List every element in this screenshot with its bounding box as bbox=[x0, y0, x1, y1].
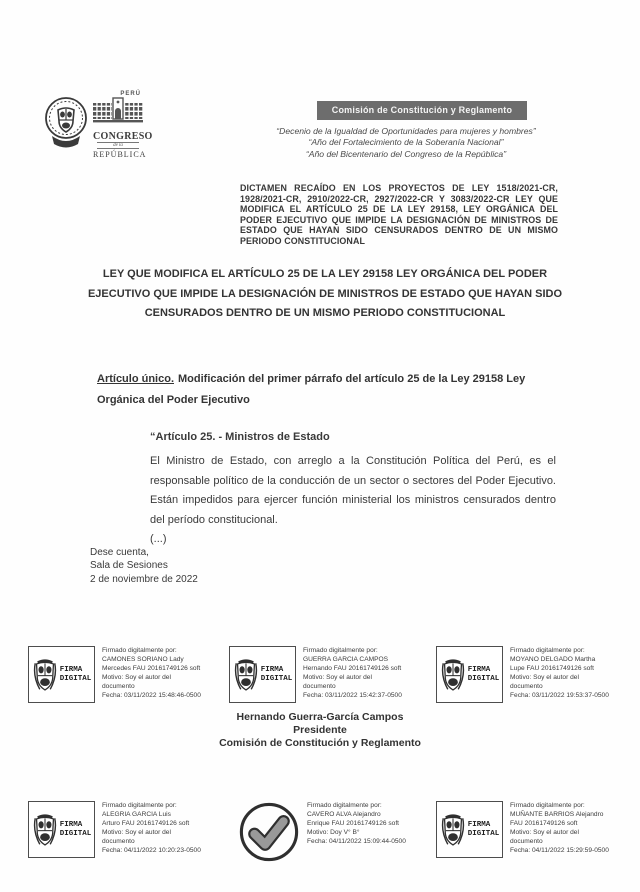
firma-digital-stamp bbox=[229, 646, 296, 703]
peru-label: PERÚ bbox=[120, 91, 141, 97]
firma-digital-stamp bbox=[28, 646, 95, 703]
closing-lines: Dese cuenta, Sala de Sesiones 2 de noviembre de 2022 bbox=[90, 547, 198, 585]
signature-text: Firmado digitalmente por: ALEGRIA GARCIA Luis Arturo FAU 20161749126 soft Motivo: Soy el autor del documento Fecha: 04/11/2022 10:20:23-0500 bbox=[102, 802, 201, 854]
signature-text: Firmado digitalmente por: CAMONES SORIANO Lady Mercedes FAU 20161749126 soft Motivo: Soy el autor del documento Fecha: 03/11/2022 15:48:46-0500 bbox=[102, 647, 201, 699]
signature-text: Firmado digitalmente por: CAVERO ALVA Alejandro Enrique FAU 20161749126 soft Motivo: Doy V° B° Fecha: 04/11/2022 15:09:44-0500 bbox=[307, 802, 406, 845]
peru-coat-of-arms-icon bbox=[440, 807, 466, 853]
peru-coat-of-arms-icon bbox=[32, 652, 58, 698]
signature-block-1 bbox=[28, 646, 226, 703]
articulo-unico-text: Modificación del primer párrafo del artículo 25 de la Ley 29158 Ley Orgánica del Poder Ejecutivo bbox=[97, 373, 526, 406]
peru-coat-of-arms-icon bbox=[233, 652, 259, 698]
check-icon bbox=[238, 801, 300, 863]
signature-block-2 bbox=[229, 646, 427, 703]
header-quotes: “Decenio de la Igualdad de Oportunidades para mujeres y hombres” “Año del Fortalecimiento de la Soberanía Nacional” “Año del Bicentenario del Congreso de la República” bbox=[276, 126, 536, 159]
articulo-unico-label: Artículo único. bbox=[97, 373, 174, 385]
quoted-article-heading: “Artículo 25. - Ministros de Estado bbox=[150, 431, 330, 443]
firma-digital-stamp bbox=[28, 801, 95, 858]
quoted-article-body: El Ministro de Estado, con arreglo a la Constitución Política del Perú, es el responsable político de la conducción de un sector o sectores del Poder Ejecutivo. Están impedidos para ejercer función ministerial los ministros censurados dentro del período constitucional. bbox=[150, 455, 556, 526]
firma-digital-label: FIRMA DIGITAL bbox=[467, 821, 500, 838]
congress-logo bbox=[93, 91, 153, 159]
quoted-article bbox=[150, 431, 556, 550]
firma-digital-label: FIRMA DIGITAL bbox=[467, 666, 500, 683]
law-title: LEY QUE MODIFICA EL ARTÍCULO 25 DE LA LEY 29158 LEY ORGÁNICA DEL PODER EJECUTIVO QUE IMPIDE LA DESIGNACIÓN DE MINISTROS DE ESTADO QUE HAYAN SIDO CENSURADOS DENTRO DE UN MISMO PERIODO CONSTITUCIONAL bbox=[87, 268, 563, 319]
peru-coat-of-arms-icon bbox=[440, 652, 466, 698]
congress-logo-subtitle: REPÚBLICA bbox=[93, 150, 147, 159]
signature-text: Firmado digitalmente por: MUÑANTE BARRIOS Alejandro FAU 20161749126 soft Motivo: Soy el autor del documento Fecha: 04/11/2022 15:29:59-0500 bbox=[510, 802, 609, 854]
president-block: Hernando Guerra-García Campos Presidente Comisión de Constitución y Reglamento bbox=[219, 711, 421, 750]
congress-logo-title: CONGRESO bbox=[93, 131, 153, 142]
signature-block-4 bbox=[28, 801, 226, 858]
congress-logo-dela: de la bbox=[97, 142, 139, 149]
signature-block-3 bbox=[436, 646, 634, 703]
signature-block-5 bbox=[238, 801, 431, 863]
articulo-unico bbox=[97, 369, 559, 411]
firma-digital-label: FIRMA DIGITAL bbox=[59, 821, 92, 838]
peru-national-seal-icon bbox=[44, 96, 88, 150]
firma-digital-stamp bbox=[436, 646, 503, 703]
firma-digital-label: FIRMA DIGITAL bbox=[59, 666, 92, 683]
signature-block-6 bbox=[436, 801, 634, 858]
congress-building-icon bbox=[93, 97, 143, 125]
quoted-article-ellipsis: (...) bbox=[150, 533, 167, 545]
signature-text: Firmado digitalmente por: MOYANO DELGADO Martha Lupe FAU 20161749126 soft Motivo: Soy el autor del documento Fecha: 03/11/2022 19:53:37-0500 bbox=[510, 647, 609, 699]
dictamen-paragraph: DICTAMEN RECAÍDO EN LOS PROYECTOS DE LEY 1518/2021-CR, 1928/2021-CR, 2910/2022-CR, 2927/2022-CR Y 3083/2022-CR LEY QUE MODIFICA EL ARTÍCULO 25 DE LA LEY 29158, LEY ORGÁNICA DEL PODER EJECUTIVO QUE IMPIDE LA DESIGNACIÓN DE MINISTROS DE ESTADO QUE HAYAN SIDO CENSURADOS DENTRO DE UN MISMO PERIODO CONSTITUCIONAL bbox=[240, 183, 558, 246]
firma-digital-stamp bbox=[436, 801, 503, 858]
signature-text: Firmado digitalmente por: GUERRA GARCIA CAMPOS Hernando FAU 20161749126 soft Motivo: Soy el autor del documento Fecha: 03/11/2022 15:42:37-0500 bbox=[303, 647, 402, 699]
firma-digital-label: FIRMA DIGITAL bbox=[260, 666, 293, 683]
commission-banner: Comisión de Constitución y Reglamento bbox=[317, 101, 527, 120]
peru-coat-of-arms-icon bbox=[32, 807, 58, 853]
